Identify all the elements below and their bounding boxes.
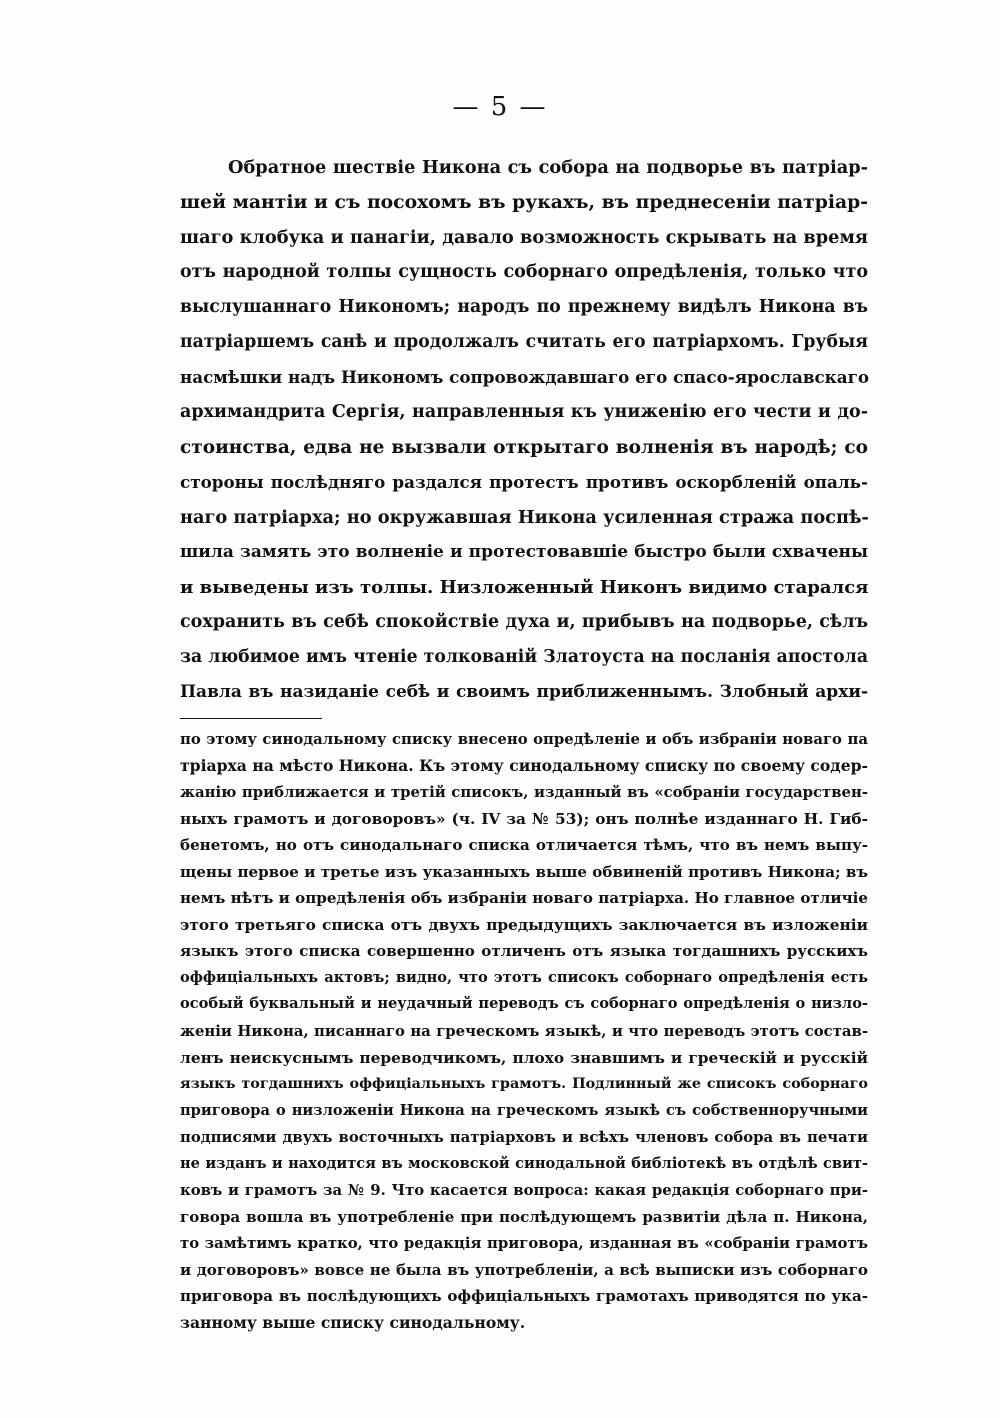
footnote-line: приговора о низложеніи Никона на греческомъ языкѣ съ собственноручными (180, 1101, 868, 1119)
page-number: — 5 — (452, 92, 548, 122)
footnote-line: приговора въ послѣдующихъ оффиціальныхъ грамотахъ приводятся по ука- (180, 1287, 868, 1306)
footnote-line: занному выше списку синодальному. (180, 1313, 526, 1333)
footnote-line: ленъ неискуснымъ переводчикомъ, плохо знавшимъ и греческій и русскій (180, 1048, 868, 1067)
text-line: и выведены изъ толпы. Низложенный Никонъ видимо старался (180, 577, 869, 598)
footnote-line: немъ нѣтъ и опредѣленія объ избраніи новаго патріарха. Но главное отличіе (180, 889, 868, 908)
text-line: сохранить въ себѣ спокойствіе духа и, прибывъ на подворье, сѣлъ (180, 612, 868, 632)
text-line: шила замять это волненіе и протестовавшіе быстро были схвачены (180, 542, 868, 562)
main-paragraph (180, 150, 868, 710)
text-line: выслушаннаго Никономъ; народъ по прежнему видѣлъ Никона въ (180, 297, 868, 317)
text-line: шей мантіи и съ посохомъ въ рукахъ, въ преднесеніи патріар- (180, 191, 868, 213)
footnote (180, 726, 868, 1337)
text-line: стороны послѣдняго раздался протестъ противъ оскорбленій опаль- (180, 472, 868, 492)
footnote-line: говора вошла въ употребленіе при послѣдующемъ развитіи дѣла п. Никона, (180, 1207, 868, 1226)
footnote-line: не изданъ и находится въ московской синодальной библіотекѣ въ отдѣлѣ свит- (180, 1154, 868, 1172)
footnote-line: особый буквальный и неудачный переводъ съ соборнаго опредѣленія о низло- (180, 995, 868, 1013)
footnote-line: и договоровъ» вовсе не была въ употребленіи, а всѣ выписки изъ соборнаго (180, 1260, 868, 1279)
footnote-line: по этому синодальному списку внесено опредѣленіе и объ избраніи новаго па (180, 730, 868, 748)
footnote-line: языкъ этого списка совершенно отличенъ отъ языка тогдашнихъ русскихъ (180, 942, 868, 961)
footnote-line: женіи Никона, писаннаго на греческомъ языкѣ, и что переводъ этотъ состав- (180, 1022, 868, 1041)
text-line: отъ народной толпы сущность соборнаго опредѣленія, только что (180, 262, 868, 282)
footnote-line: щены первое и третье изъ указанныхъ выше обвиненій противъ Никона; въ (180, 862, 868, 881)
footnote-line: языкъ тогдашнихъ оффиціальныхъ грамотъ. Подлинный же списокъ соборнаго (180, 1076, 868, 1093)
text-line: Обратное шествіе Никона съ собора на подворье въ патріар- (228, 157, 868, 178)
footnote-line: подписями двухъ восточныхъ патріарховъ и всѣхъ членовъ собора въ печати (180, 1128, 868, 1147)
footnote-line: ныхъ грамотъ и договоровъ» (ч. IV за № 53); онъ полнѣе изданнаго Н. Гиб- (180, 809, 868, 828)
text-line: патріаршемъ санѣ и продолжалъ считать его патріархомъ. Грубыя (180, 332, 868, 352)
footnote-line: жанію приближается и третій списокъ, изданный въ «собраніи государствен- (180, 783, 868, 802)
text-line: стоинства, едва не вызвали открытаго волненія въ народѣ; со (180, 437, 868, 458)
footnote-line: ковъ и грамотъ за № 9. Что касается вопроса: какая редакція соборнаго при- (180, 1181, 868, 1200)
footnote-divider (180, 718, 322, 719)
text-line: насмѣшки надъ Никономъ сопровождавшаго его спасо-ярославскаго (180, 367, 870, 387)
footnote-line: оффиціальныхъ актовъ; видно, что этотъ списокъ соборнаго опредѣленія есть (180, 968, 868, 986)
footnote-line: бенетомъ, но отъ синодальнаго списка отличается тѣмъ, что въ немъ выпу- (180, 836, 868, 855)
text-line: наго патріарха; но окружавшая Никона усиленная стража поспѣ- (180, 507, 869, 528)
footnote-line: то замѣтимъ кратко, что редакція приговора, изданная въ «собраніи грамотъ (180, 1234, 868, 1253)
footnote-line: этого третьяго списка отъ двухъ предыдущихъ заключается въ изложеніи (180, 915, 868, 934)
text-line: архимандрита Сергія, направленныя къ униженію его чести и до- (180, 402, 868, 422)
text-line: Павла въ назиданіе себѣ и своимъ приближеннымъ. Злобный архи- (180, 682, 868, 702)
text-line: за любимое имъ чтеніе толкованій Златоуста на посланія апостола (180, 647, 868, 667)
footnote-line: тріарха на мѣсто Никона. Къ этому синодальному списку по своему содер- (180, 755, 868, 775)
text-line: шаго клобука и панагіи, давало возможность скрывать на время (180, 227, 868, 248)
